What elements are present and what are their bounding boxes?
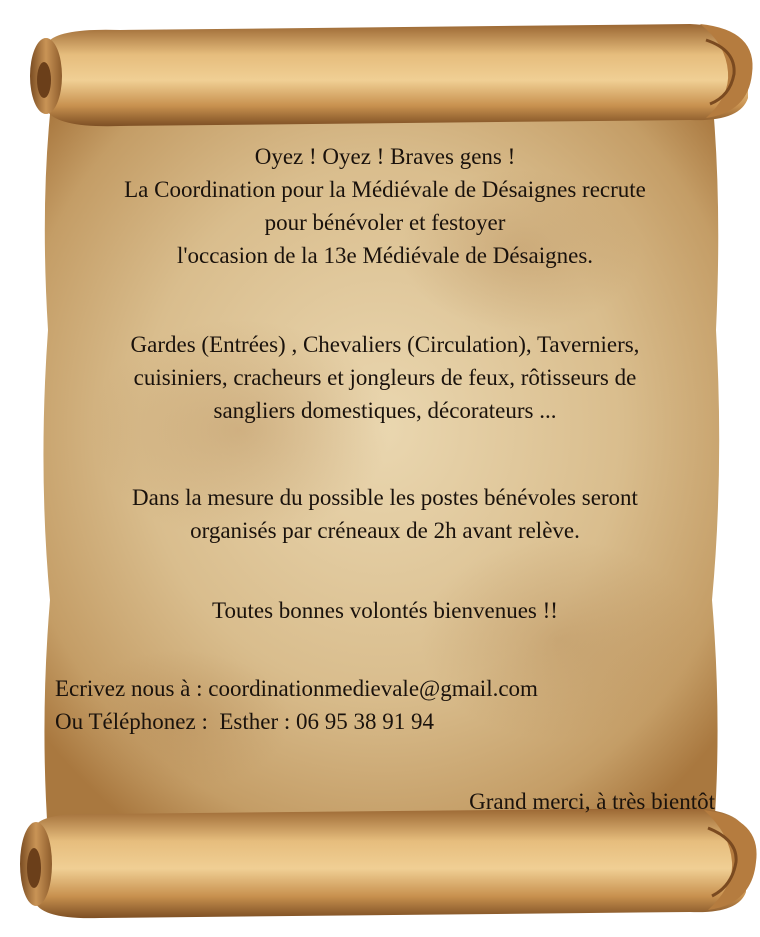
contact-block — [55, 672, 538, 738]
roles-line: cuisiniers, cracheurs et jongleurs de feux, rôtisseurs de — [133, 365, 637, 390]
roles-paragraph — [50, 328, 720, 427]
intro-line: l'occasion de la 13e Médiévale de Désaignes. — [176, 243, 594, 268]
intro-line: Oyez ! Oyez ! Braves gens ! — [254, 144, 516, 169]
welcome-paragraph — [50, 594, 720, 627]
intro-paragraph — [50, 140, 720, 272]
roles-line: sangliers domestiques, décorateurs ... — [213, 398, 557, 423]
email-line[interactable]: Ecrivez nous à : coordinationmedievale@gmail.com — [55, 676, 538, 701]
welcome-line: Toutes bonnes volontés bienvenues !! — [212, 598, 558, 623]
intro-line: pour bénévoler et festoyer — [264, 210, 506, 235]
schedule-line: organisés par créneaux de 2h avant relève. — [190, 518, 580, 543]
roles-line: Gardes (Entrées) , Chevaliers (Circulation), Taverniers, — [130, 332, 640, 357]
phone-line[interactable]: Ou Téléphonez : Esther : 06 95 38 91 94 — [55, 709, 435, 734]
closing-line: Grand merci, à très bientôt — [469, 789, 715, 814]
intro-line: La Coordination pour la Médiévale de Désaignes recrute — [124, 177, 646, 202]
schedule-paragraph — [50, 481, 720, 547]
schedule-line: Dans la mesure du possible les postes bénévoles seront — [132, 485, 638, 510]
